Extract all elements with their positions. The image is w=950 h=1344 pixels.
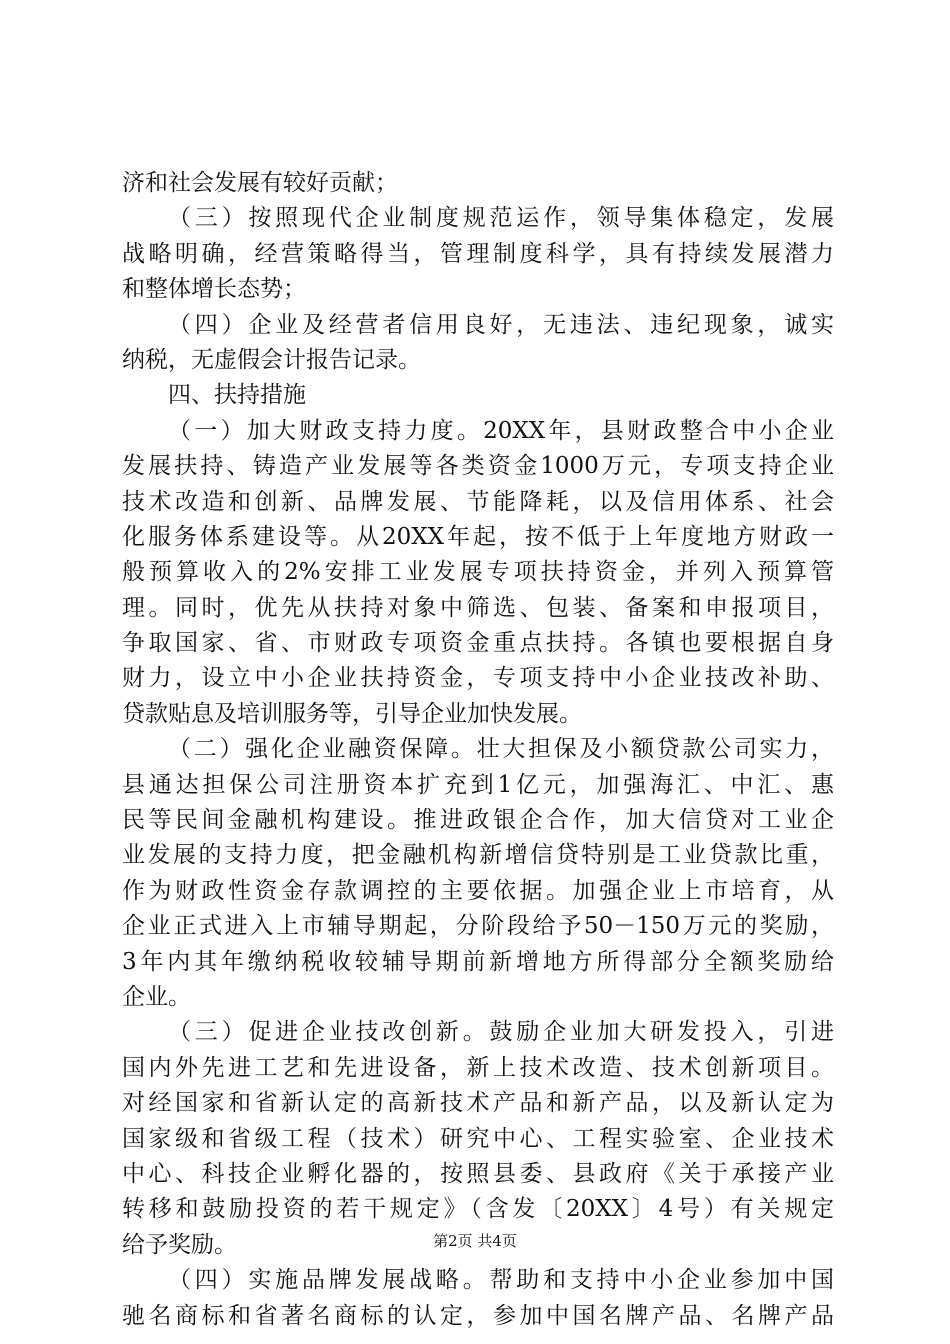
text-line: 国家级和省级工程（技术）研究中心、工程实验室、企业技术: [122, 1125, 834, 1152]
text-line: 贷款贴息及培训服务等，引导企业加快发展。: [122, 700, 582, 727]
page-footer: 第2页 共4页: [433, 1232, 517, 1250]
text-line: 3年内其年缴纳税收较辅导期前新增地方所得部分全额奖励给: [122, 948, 834, 975]
text-line: 财力，设立中小企业扶持资金，专项支持中小企业技改补助、: [122, 665, 834, 692]
text-line: 给予奖励。: [122, 1231, 237, 1258]
text-line: 和整体增长态势；: [122, 276, 306, 303]
text-line: 理。同时，优先从扶持对象中筛选、包装、备案和申报项目，: [122, 594, 834, 621]
text-line: 作为财政性资金存款调控的主要依据。加强企业上市培育，从: [122, 877, 834, 904]
text-line: （三）促进企业技改创新。鼓励企业加大研发投入，引进: [168, 1019, 834, 1046]
text-line: 中心、科技企业孵化器的，按照县委、县政府《关于承接产业: [122, 1160, 834, 1187]
text-line: 四、扶持措施: [168, 382, 306, 409]
text-line: 般预算收入的2%安排工业发展专项扶持资金，并列入预算管: [122, 559, 834, 586]
text-line: 转移和鼓励投资的若干规定》（含发〔20XX〕4号）有关规定: [122, 1196, 834, 1223]
text-line: （一）加大财政支持力度。20XX年，县财政整合中小企业: [168, 417, 834, 444]
text-line: 济和社会发展有较好贡献；: [122, 170, 398, 196]
text-line: 纳税，无虚假会计报告记录。: [122, 346, 421, 373]
text-line: 战略明确，经营策略得当，管理制度科学，具有持续发展潜力: [122, 240, 834, 267]
text-line: 化服务体系建设等。从20XX年起，按不低于上年度地方财政一: [122, 523, 834, 550]
text-line: 国内外先进工艺和先进设备，新上技术改造、技术创新项目。: [122, 1054, 834, 1081]
text-line: 技术改造和创新、品牌发展、节能降耗，以及信用体系、社会: [122, 488, 834, 515]
document-body: [122, 166, 834, 1334]
text-line: 企业正式进入上市辅导期起，分阶段给予50－150万元的奖励，: [122, 913, 834, 940]
text-line: （四）实施品牌发展战略。帮助和支持中小企业参加中国: [168, 1267, 834, 1294]
text-line: 争取国家、省、市财政专项资金重点扶持。各镇也要根据自身: [122, 630, 834, 657]
text-line: 发展扶持、铸造产业发展等各类资金1000万元，专项支持企业: [122, 453, 834, 480]
text-line: 县通达担保公司注册资本扩充到1亿元，加强海汇、中汇、惠: [122, 771, 834, 798]
text-line: 企业。: [122, 983, 191, 1010]
text-line: 民等民间金融机构建设。推进政银企合作，加大信贷对工业企: [122, 807, 834, 834]
text-line: （四）企业及经营者信用良好，无违法、违纪现象，诚实: [168, 311, 834, 338]
text-line: 业发展的支持力度，把金融机构新增信贷特别是工业贷款比重，: [122, 842, 834, 869]
text-line: 对经国家和省新认定的高新技术产品和新产品，以及新认定为: [122, 1090, 834, 1117]
text-line: （三）按照现代企业制度规范运作，领导集体稳定，发展: [168, 205, 834, 232]
text-line: （二）强化企业融资保障。壮大担保及小额贷款公司实力，: [168, 736, 834, 763]
text-line: 驰名商标和省著名商标的认定，参加中国名牌产品、名牌产品: [122, 1302, 834, 1329]
